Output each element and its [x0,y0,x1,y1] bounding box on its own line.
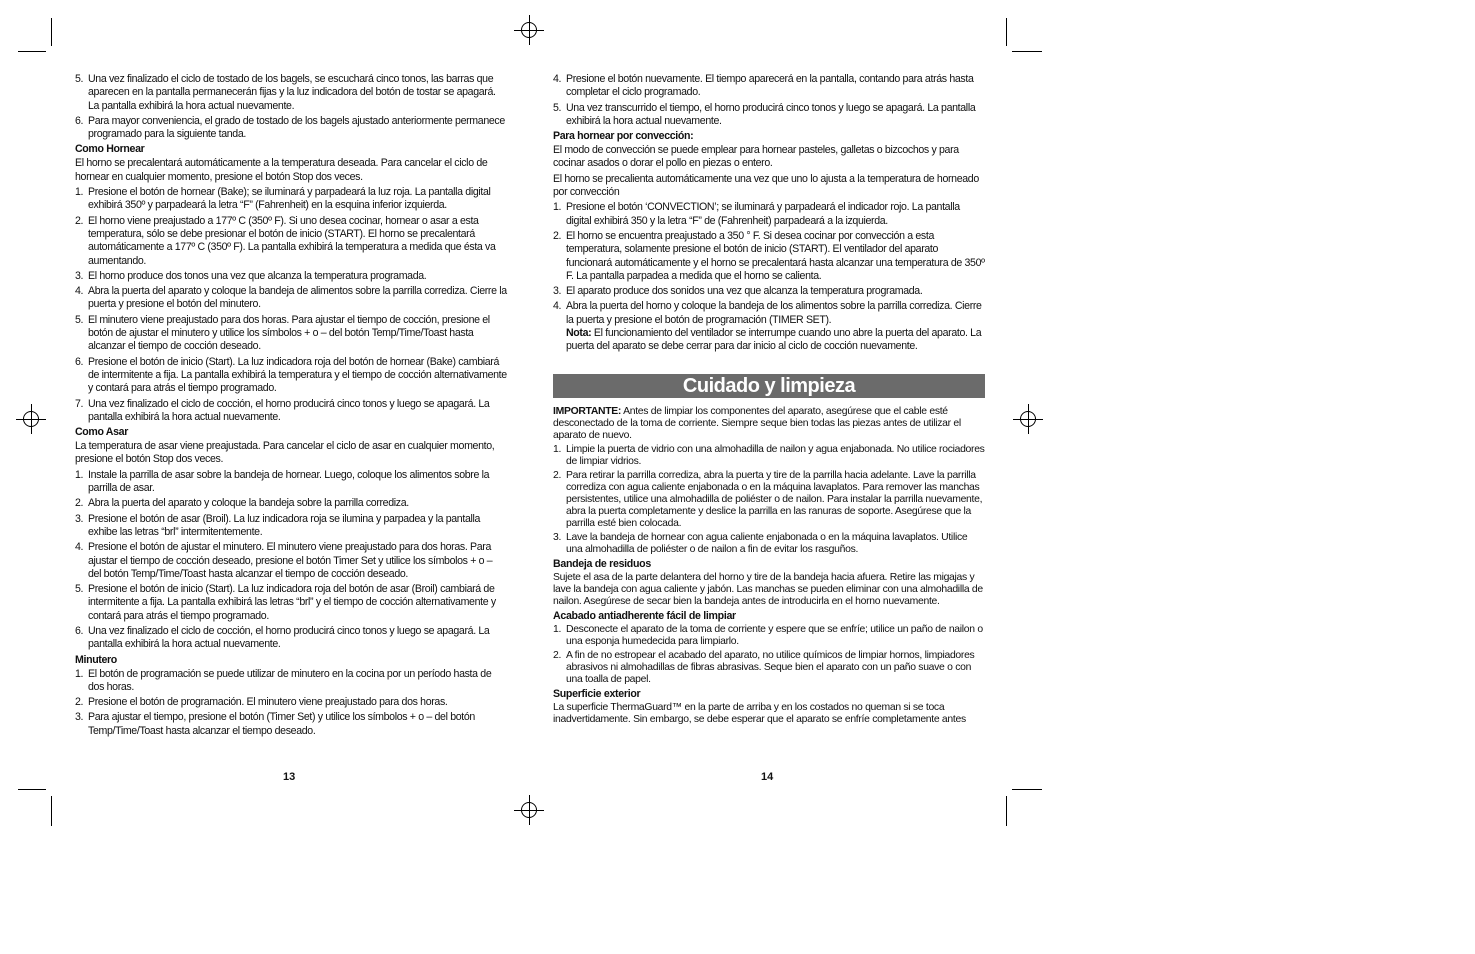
list-item: 2. Para retirar la parrilla corrediza, abra la puerta y tire de la parrilla hacia adelante. Lave la parrilla corrediza con agua caliente enjabonada o en la máquina lavaplatos. Para remover las manchas persistentes, utilice una almohadilla de poliéster o de nailon. Para instalar la parrilla nuevamente, abra la puerta completamente y deslice la parrilla en las ranuras de soporte. Asegúrese que la parrilla esté bien colocada. [553,469,983,529]
convection-steps-list [553,201,985,353]
timer-continued-list [553,73,985,128]
list-item: 2. Presione el botón de programación. El minutero viene preajustado para dos horas. [75,696,448,709]
crop-mark [1012,789,1042,790]
list-item: 2. A fin de no estropear el acabado del aparato, no utilice químicos de limpiar hornos, limpiadores abrasivos ni almohadillas de fibras abrasivas. Seque bien el aparato con un paño suave o con una toalla de papel. [553,649,975,685]
section-banner-care: Cuidado y limpieza [553,374,985,398]
broil-intro: La temperatura de asar viene preajustada. Para cancelar el ciclo de asar en cualquier momento, presione el botón Stop dos veces. [75,440,495,466]
exterior-text: La superficie ThermaGuard™ en la parte de arriba y en los costados no queman si se toca inadvertidamente. Sin embargo, se debe esperar que el aparato se enfríe completamente antes [553,701,966,725]
list-item: 4. Abra la puerta del horno y coloque la bandeja de los alimentos sobre la parrilla corrediza. Cierre la puerta y presione el botón de programación (TIMER SET). Nota: El funcionamiento del ventilador se interrumpe cuando uno abre la puerta del aparato. La puerta del aparato se debe cerrar para dar inicio al ciclo de cocción nuevamente. [553,300,982,353]
bake-steps-list [75,186,507,424]
convection-para-1: El modo de convección se puede emplear para hornear pasteles, galletas o bizcochos y para cocinar asados o dorar el pollo en piezas o entero. [553,144,959,170]
list-item: 3. El horno produce dos tonos una vez que alcanza la temperatura programada. [75,269,427,282]
registration-mark [1013,404,1043,434]
list-item: 4. Presione el botón nuevamente. El tiempo aparecerá en la pantalla, contando para atrás hasta completar el ciclo programado. [553,73,974,99]
list-item: 3. Lave la bandeja de hornear con agua caliente enjabonada o en la máquina lavaplatos. Utilice una almohadilla de poliéster o de nailon a fin de evitar los rasguños. [553,531,968,555]
nonstick-steps-list [553,624,985,686]
convection-para-2: El horno se precalienta automáticamente una vez que uno lo ajusta a la temperatura de horneado por convección [553,172,979,199]
list-item: 1. Desconecte el aparato de la toma de corriente y espere que se enfríe; utilice un paño de nailon o una esponja humedecida para limpiarlo. [553,623,983,647]
list-item: 3. El aparato produce dos sonidos una vez que alcanza la temperatura programada. [553,285,923,298]
list-item: 5. Una vez finalizado el ciclo de tostado de los bagels, se escuchará cinco tonos, las barras que aparecen en la pantalla permanecerán fijas y la luz indicadora del botón de tostar se apagará. La pantalla exhibirá la hora actual nuevamente. [75,73,496,112]
section-heading-exterior: Superficie exterior [553,687,641,700]
list-item: 1. Presione el botón ‘CONVECTION’; se iluminará y parpadeará el indicador rojo. La pantalla digital exhibirá 350 y la letra “F” de (Fahrenheit) parpadeará a la izquierda. [553,201,960,227]
broil-steps-list [75,469,507,652]
crop-mark [1006,796,1007,826]
section-heading-timer: Minutero [75,653,117,666]
timer-steps-list [75,668,507,738]
page-number-14: 14 [761,771,774,783]
list-item: 2. El horno viene preajustado a 177º C (350º F). Si uno desea cocinar, hornear o asar a esta temperatura, sólo se debe presionar el botón de inicio (START). El horno se precalentará automáticamente a 177º C (350º F). La pantalla exhibirá la temperatura a medida que ésta va aumentando. [75,214,496,267]
page-14-column [553,73,985,728]
registration-mark [514,15,544,45]
important-notice: IMPORTANTE: Antes de limpiar los componentes del aparato, asegúrese que el cable esté desconectado de la toma de corriente. Siempre seque bien todas las piezas antes de utilizar el aparato de nuevo. [553,405,961,441]
bake-intro: El horno se precalentará automáticamente a la temperatura deseada. Para cancelar el ciclo de hornear en cualquier momento, presione el botón Stop dos veces. [75,157,488,183]
list-item: 5. El minutero viene preajustado para dos horas. Para ajustar el tiempo de cocción, presione el botón de ajustar el minutero y utilice los símbolos + o – del botón Temp/Time/Toast hasta alcanzar el tiempo de cocción deseado. [75,313,490,353]
registration-mark [514,795,544,825]
list-item: 1. Instale la parrilla de asar sobre la bandeja de hornear. Luego, coloque los alimentos sobre la parrilla de asar. [75,468,490,495]
crop-mark [18,789,46,790]
list-item: 6. Presione el botón de inicio (Start). La luz indicadora roja del botón de hornear (Bake) cambiará de intermitente a fija. La pantalla exhibirá la temperatura y el tiempo de cocción alternativamente y contará para atrás el tiempo programado. [75,355,507,395]
list-item: 4. Abra la puerta del aparato y coloque la bandeja de alimentos sobre la parrilla corrediza. Cierre la puerta y presione el botón del minutero. [75,285,507,311]
page-number-13: 13 [283,771,296,783]
list-item: 1. El botón de programación se puede utilizar de minutero en la cocina por un período hasta de dos horas. [75,667,492,693]
section-heading-bake: Como Hornear [75,143,145,156]
crop-mark [51,796,52,826]
list-item: 1. Presione el botón de hornear (Bake); se iluminará y parpadeará la luz roja. La pantalla digital exhibirá 350º y parpadeará la letra “F” (Fahrenheit) en la esquina inferior izquierda. [75,186,491,212]
crop-mark [1012,51,1042,52]
list-item: 5. Una vez transcurrido el tiempo, el horno producirá cinco tonos y luego se apagará. La pantalla exhibirá la hora actual nuevamente. [553,101,976,127]
registration-mark [16,404,46,434]
crop-mark [1006,18,1007,46]
important-label: IMPORTANTE: [553,405,622,417]
section-heading-crumb-tray: Bandeja de residuos [553,557,651,570]
section-heading-nonstick: Acabado antiadherente fácil de limpiar [553,609,736,622]
crop-mark [51,18,52,46]
care-section [553,406,985,726]
list-item: 5. Presione el botón de inicio (Start). La luz indicadora roja del botón de asar (Broil) cambiará de intermitente a fija. La pantalla exhibirá las letras “brl” y el tiempo de cocción alternativamente y contará para atrás el tiempo programado. [75,583,496,622]
list-item: 3. Presione el botón de asar (Broil). La luz indicadora roja se ilumina y parpadea y la pantalla exhibe las letras “brl” intermitentemente. [75,512,481,538]
note-label: Nota: [566,327,592,340]
list-item: 2. Abra la puerta del aparato y coloque la bandeja sobre la parrilla corrediza. [75,497,409,510]
list-item: 6. Una vez finalizado el ciclo de cocción, el horno producirá cinco tonos y luego se apagará. La pantalla exhibirá la hora actual nuevamente. [75,624,490,651]
bagel-steps-list [75,73,507,141]
list-item: 2. El horno se encuentra preajustado a 350 ° F. Si desea cocinar por convección a esta temperatura, solamente presione el botón de inicio (START). El ventilador del aparato funcionará automáticamente y el horno se precalentará hasta alcanzar una temperatura de 350º F. La pantalla parpadea a medida que el horno se calienta. [553,229,985,282]
crumb-tray-text: Sujete el asa de la parte delantera del horno y tire de la bandeja hacia afuera. Retire las migajas y lave la bandeja con agua caliente y jabón. Las manchas se pueden eliminar con una almohadilla de nailon. Asegúrese de secar bien la bandeja antes de introducirla en el horno nuevamente. [553,571,983,607]
section-heading-convection: Para hornear por convección: [553,130,694,143]
page-13-column [75,73,507,740]
list-item: 1. Limpie la puerta de vidrio con una almohadilla de nailon y agua enjabonada. No utilice rociadores de limpiar vidrios. [553,443,985,467]
care-steps-list [553,444,985,556]
list-item: 4. Presione el botón de ajustar el minutero. El minutero viene preajustado para dos horas. Para ajustar el tiempo de cocción deseado, presione el botón Timer Set y utilice los símbolos + o – del botón Temp/Time/Toast hasta alcanzar el tiempo de cocción deseado. [75,541,493,580]
list-item: 7. Una vez finalizado el ciclo de cocción, el horno producirá cinco tonos y luego se apagará. La pantalla exhibirá la hora actual nuevamente. [75,397,490,423]
list-item: 3. Para ajustar el tiempo, presione el botón (Timer Set) y utilice los símbolos + o – del botón Temp/Time/Toast hasta alcanzar el tiempo deseado. [75,711,475,737]
list-item: 6. Para mayor conveniencia, el grado de tostado de los bagels ajustado anteriormente permanece programado para la siguiente tanda. [75,114,505,141]
crop-mark [18,51,46,52]
section-heading-broil: Como Asar [75,426,128,439]
note-text: El funcionamiento del ventilador se interrumpe cuando uno abre la puerta del aparato. La puerta del aparato se debe cerrar para dar inicio al ciclo de cocción nuevamente. [566,327,982,353]
